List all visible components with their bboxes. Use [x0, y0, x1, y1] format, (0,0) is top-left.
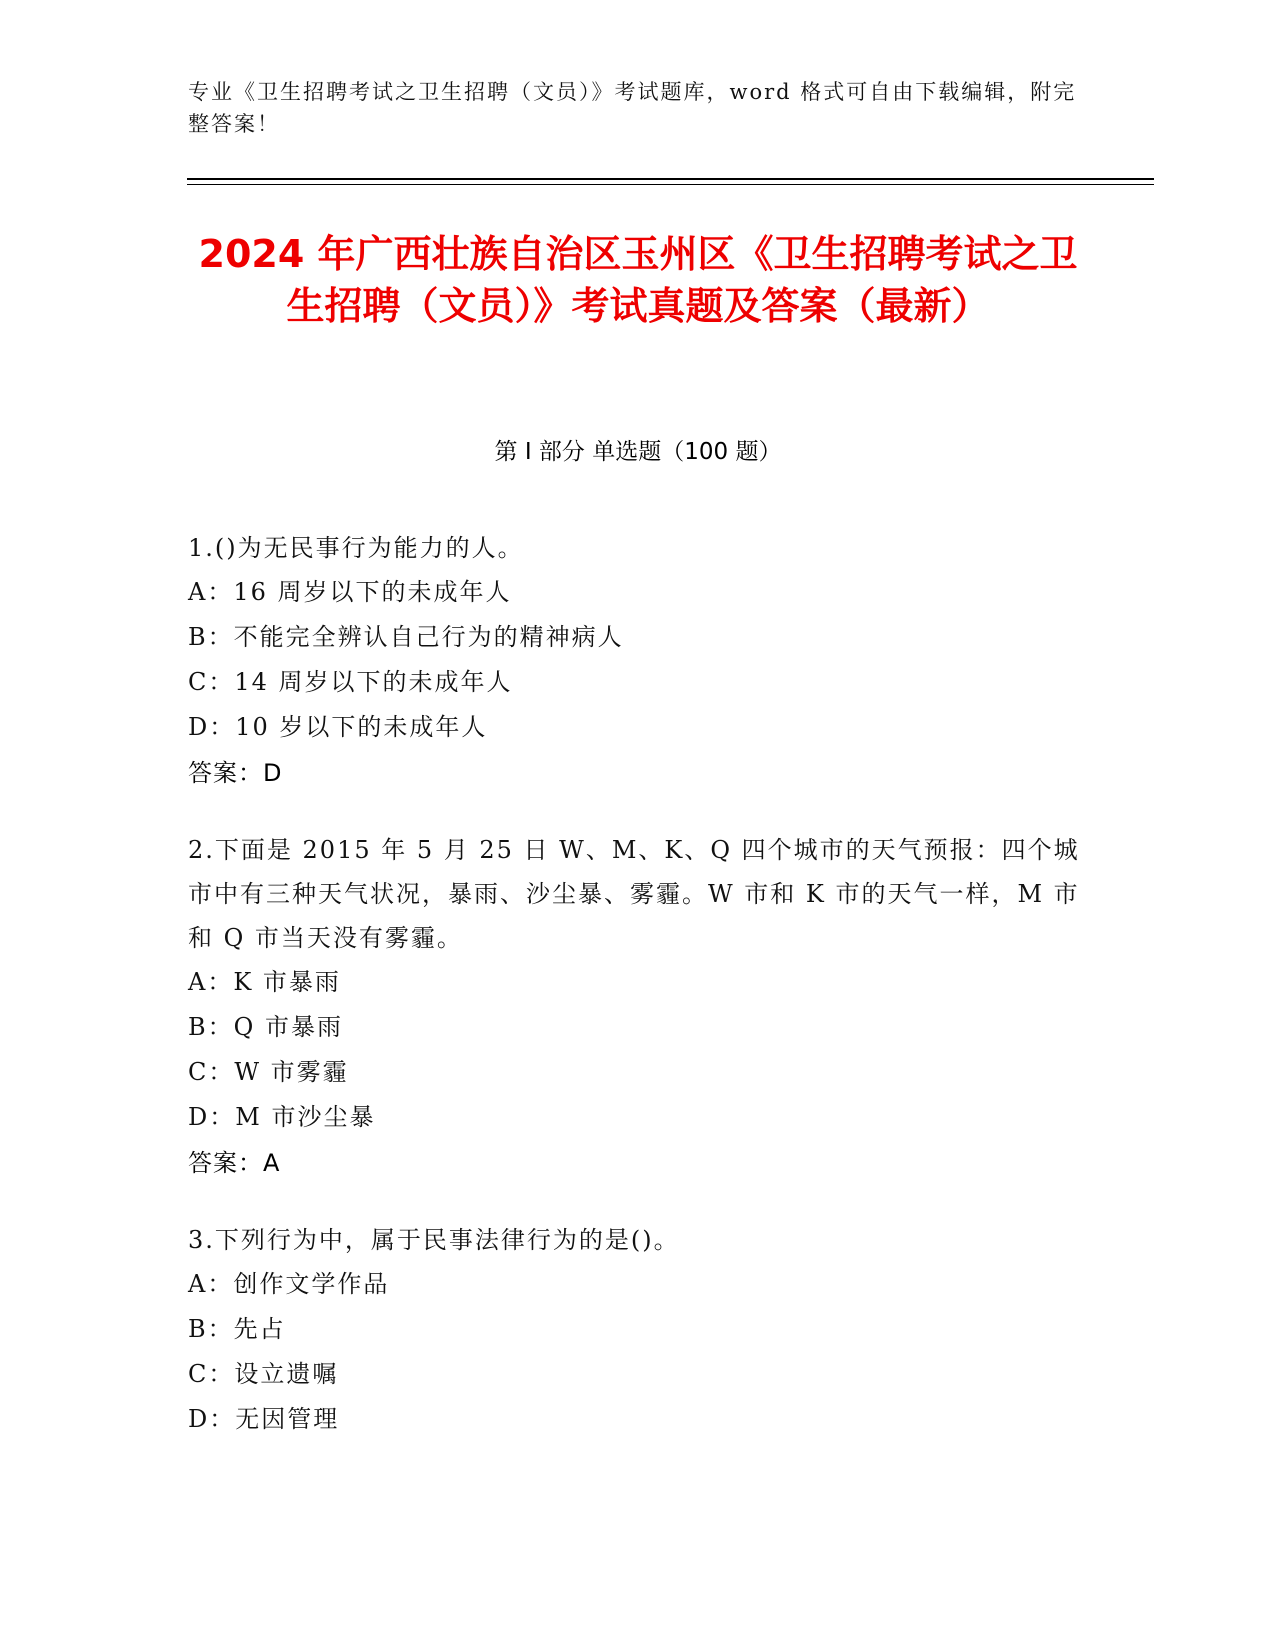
option-d: D：无因管理 — [188, 1405, 340, 1433]
option-c: C：W 市雾霾 — [188, 1058, 349, 1086]
section-heading: 第 I 部分 单选题（100 题） — [494, 439, 782, 465]
question-item — [188, 828, 1088, 1186]
header-note: 专业《卫生招聘考试之卫生招聘（文员）》考试题库，word 格式可自由下载编辑，附完整答案！ — [188, 80, 1077, 136]
answer-line: 答案：A — [188, 1149, 281, 1177]
question-stem: 3.下列行为中，属于民事法律行为的是()。 — [188, 1226, 680, 1254]
option-b: B：不能完全辨认自己行为的精神病人 — [188, 623, 624, 651]
document-title: 2024 年广西壮族自治区玉州区《卫生招聘考试之卫生招聘（文员）》考试真题及答案（最新） — [198, 232, 1078, 328]
answer-line: 答案：D — [188, 759, 283, 787]
question-stem: 1.()为无民事行为能力的人。 — [188, 534, 524, 562]
header-divider-thick — [187, 178, 1154, 180]
header-divider-thin — [187, 184, 1154, 185]
option-d: D：M 市沙尘暴 — [188, 1103, 376, 1131]
option-c: C：设立遗嘱 — [188, 1360, 339, 1388]
option-a: A：创作文学作品 — [188, 1270, 390, 1298]
option-a: A：16 周岁以下的未成年人 — [188, 578, 512, 606]
question-item — [188, 1218, 1088, 1442]
question-list — [188, 526, 1088, 1474]
option-c: C：14 周岁以下的未成年人 — [188, 668, 513, 696]
option-b: B：Q 市暴雨 — [188, 1013, 343, 1041]
question-item — [188, 526, 1088, 796]
question-stem: 2.下面是 2015 年 5 月 25 日 W、M、K、Q 四个城市的天气预报：四个城市中有三种天气状况，暴雨、沙尘暴、雾霾。W 市和 K 市的天气一样，M 市和 Q 市当天没有雾霾。 — [188, 836, 1080, 952]
option-b: B：先占 — [188, 1315, 286, 1343]
option-d: D：10 岁以下的未成年人 — [188, 713, 488, 741]
option-a: A：K 市暴雨 — [188, 968, 341, 996]
